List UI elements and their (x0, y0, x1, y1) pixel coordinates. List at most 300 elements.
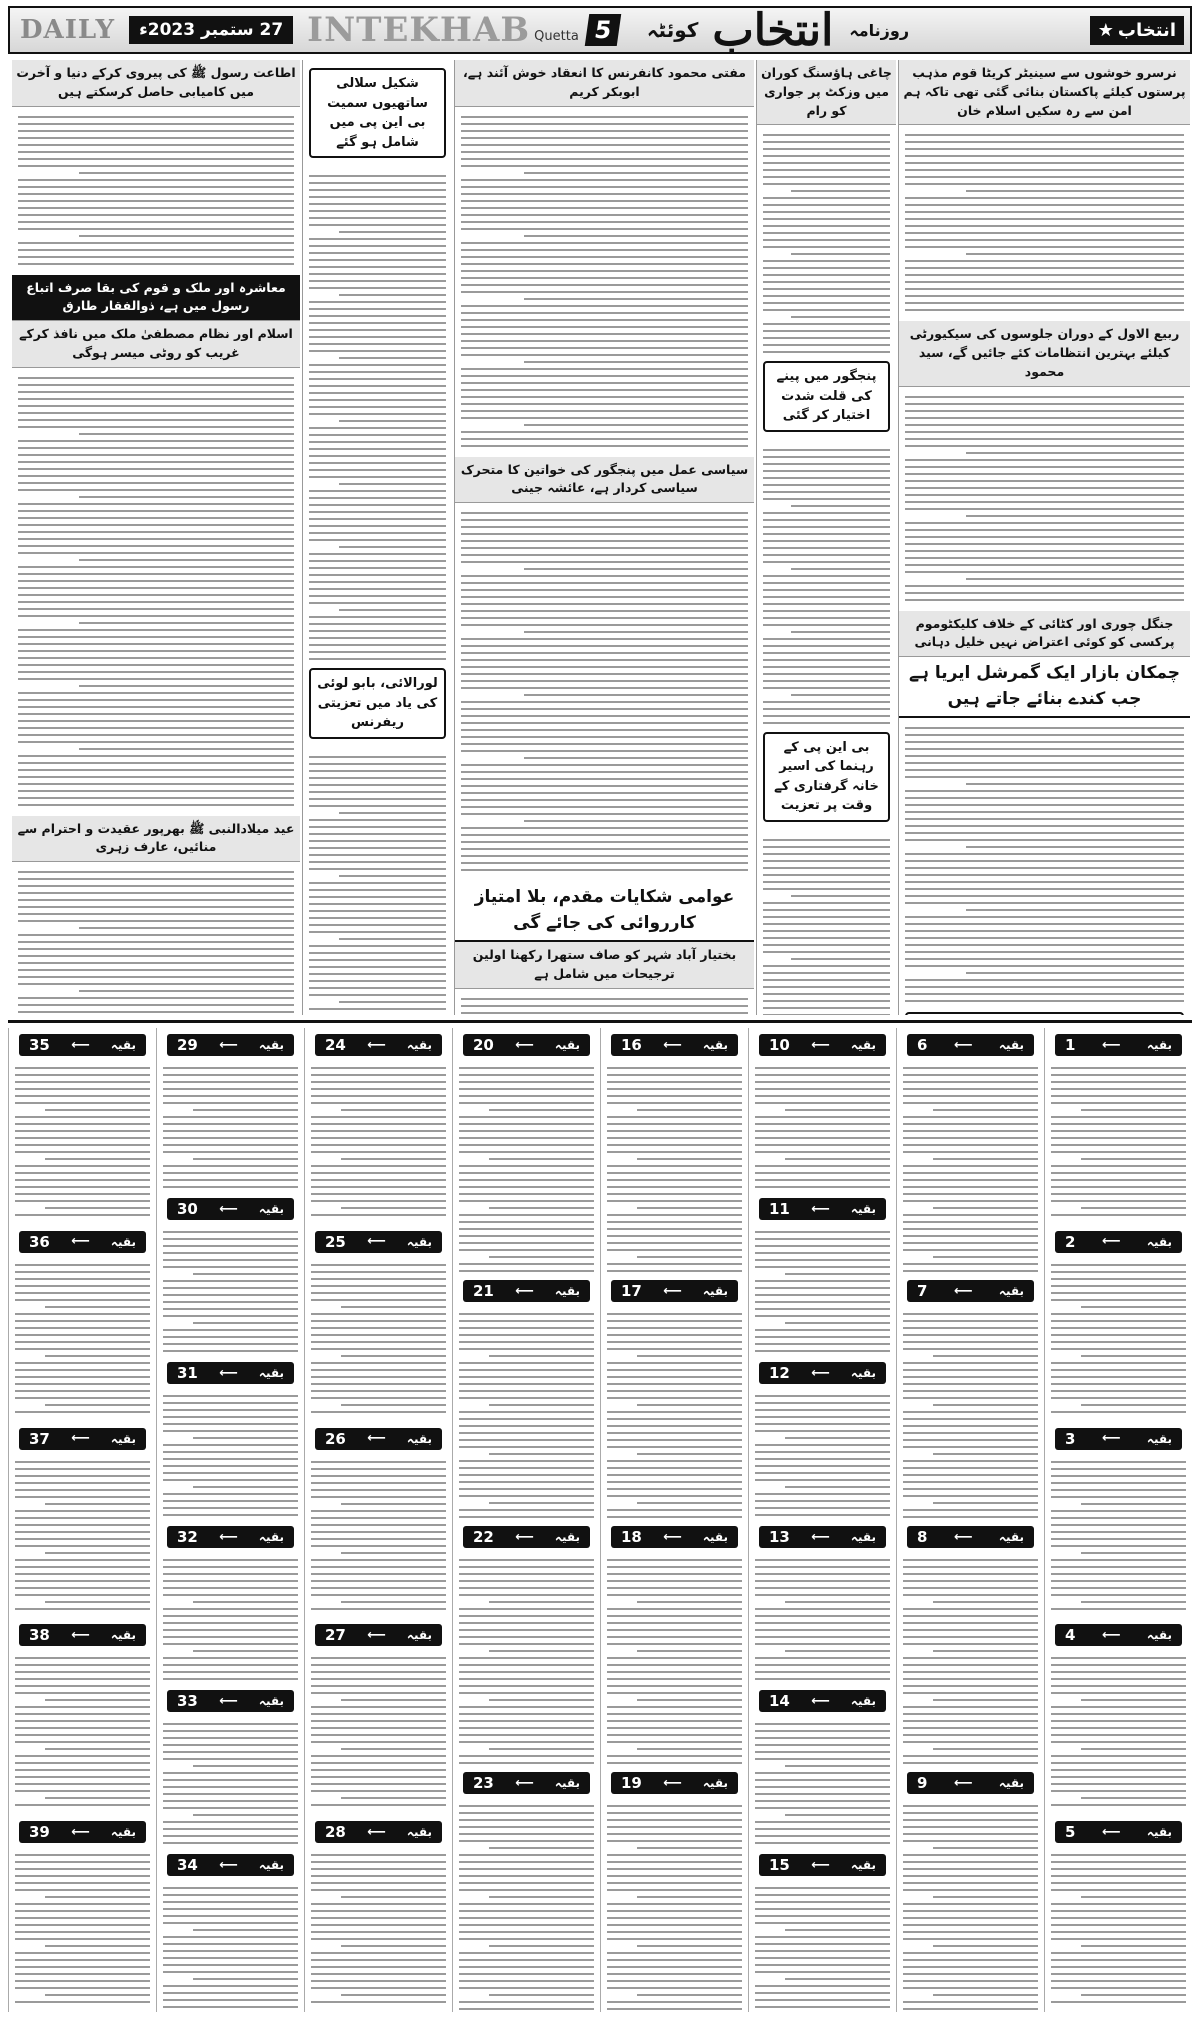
text-line (461, 806, 748, 808)
text-line (1051, 1769, 1186, 1771)
text-line (755, 1800, 890, 1802)
text-line (755, 1402, 890, 1404)
text-line (607, 1123, 742, 1125)
text-line (459, 1116, 594, 1118)
text-line (311, 1755, 446, 1757)
text-line (637, 1748, 742, 1750)
text-line (79, 685, 294, 687)
text-line (933, 1256, 1038, 1258)
text-line (163, 1088, 298, 1090)
continuation-number: 7 (917, 1282, 928, 1300)
text-line (309, 413, 446, 415)
text-line (311, 1341, 446, 1343)
arrow-left-icon: ⟵ (71, 1037, 90, 1053)
text-line (763, 680, 890, 682)
text-line (15, 1278, 150, 1280)
text-line (1081, 1699, 1186, 1701)
continuation-column (1044, 1028, 1192, 2012)
text-line (459, 1474, 594, 1476)
text-line (459, 1973, 594, 1975)
text-line (459, 1334, 594, 1336)
text-line (15, 1088, 150, 1090)
text-line (1051, 1727, 1186, 1729)
text-line (163, 1081, 298, 1083)
text-line (461, 799, 748, 801)
text-line (1051, 1088, 1186, 1090)
text-line (311, 1671, 446, 1673)
text-line (79, 559, 294, 561)
text-line (309, 525, 446, 527)
arrow-left-icon: ⟵ (367, 1824, 386, 1840)
text-line (461, 855, 748, 857)
text-line (903, 1741, 1038, 1743)
continuation-body (903, 1062, 1038, 1277)
continuation-number: 20 (473, 1036, 494, 1054)
text-line (459, 1580, 594, 1582)
text-line (309, 301, 446, 303)
text-line (309, 861, 446, 863)
article-body (12, 862, 300, 1015)
text-line (15, 1383, 150, 1385)
text-line (461, 680, 748, 682)
text-line (309, 189, 446, 191)
text-line (1051, 1910, 1186, 1912)
text-line (15, 1186, 150, 1188)
text-line (311, 1517, 446, 1519)
text-line (755, 1842, 890, 1844)
text-line (1051, 1854, 1186, 1856)
text-line (15, 1790, 150, 1792)
text-line (755, 1238, 890, 1240)
text-line (341, 1797, 446, 1799)
text-line (607, 1320, 742, 1322)
text-line (905, 839, 1184, 841)
text-line (461, 396, 748, 398)
text-line (15, 1987, 150, 1989)
text-line (755, 1252, 890, 1254)
text-line (309, 903, 446, 905)
text-line (905, 599, 1184, 601)
text-line (461, 207, 748, 209)
text-line (1051, 1959, 1186, 1961)
text-line (309, 448, 446, 450)
text-line (341, 1503, 446, 1505)
text-line (1051, 1538, 1186, 1540)
text-line (785, 1158, 890, 1160)
text-line (15, 1720, 150, 1722)
text-line (905, 776, 1184, 778)
story (455, 60, 754, 447)
text-line (163, 1664, 298, 1666)
text-line (459, 1608, 594, 1610)
text-line (905, 529, 1184, 531)
text-line (607, 1214, 742, 1216)
text-line (755, 1336, 890, 1338)
text-line (311, 1608, 446, 1610)
text-line (459, 1095, 594, 1097)
text-line (607, 1868, 742, 1870)
text-line (607, 1341, 742, 1343)
text-line (461, 827, 748, 829)
column-5 (12, 60, 300, 1015)
text-line (309, 973, 446, 975)
text-line (1051, 1411, 1186, 1413)
text-line (341, 1306, 446, 1308)
text-line (309, 378, 446, 380)
text-line (459, 1439, 594, 1441)
continuation-label: بقیہ (850, 1202, 876, 1216)
text-line (637, 1847, 742, 1849)
text-line (341, 1601, 446, 1603)
text-line (311, 1882, 446, 1884)
text-line (791, 190, 890, 192)
text-line (1051, 1475, 1186, 1477)
text-line (903, 1924, 1038, 1926)
continuation-body (1051, 1652, 1186, 1811)
text-line (903, 1657, 1038, 1659)
text-line (309, 406, 446, 408)
text-line (905, 459, 1184, 461)
text-line (18, 186, 294, 188)
text-line (311, 1137, 446, 1139)
text-line (461, 151, 748, 153)
arrow-left-icon: ⟵ (811, 1693, 830, 1709)
text-line (311, 1861, 446, 1863)
text-line (163, 1123, 298, 1125)
text-line (18, 123, 294, 125)
text-line (1051, 1524, 1186, 1526)
text-line (163, 1336, 298, 1338)
headline: چاغی ہاؤسنگ کوران میں وزکٹ پر جواری کو رام (757, 60, 896, 125)
article-body (757, 440, 896, 724)
continuation-body (163, 1718, 298, 1849)
text-line (903, 1980, 1038, 1982)
text-line (461, 589, 748, 591)
text-line (45, 1748, 150, 1750)
text-line (309, 315, 446, 317)
arrow-left-icon: ⟵ (515, 1775, 534, 1791)
text-line (1081, 1109, 1186, 1111)
text-line (18, 538, 294, 540)
text-line (459, 1840, 594, 1842)
text-line (607, 1973, 742, 1975)
continuation-marker (907, 1772, 1034, 1794)
text-line (309, 490, 446, 492)
text-line (461, 186, 748, 188)
text-line (15, 1376, 150, 1378)
text-line (459, 1509, 594, 1511)
headline: عوامی شکایات مقدم، بلا امتیاز کارروائی کی جائے گی (455, 881, 754, 942)
text-line (755, 1259, 890, 1261)
text-line (905, 818, 1184, 820)
text-line (637, 1207, 742, 1209)
text-line (163, 1828, 298, 1830)
text-line (163, 1615, 298, 1617)
text-line (311, 1931, 446, 1933)
text-line (524, 424, 748, 426)
text-line (311, 1559, 446, 1561)
text-line (1051, 1762, 1186, 1764)
text-line (459, 1720, 594, 1722)
continuation-number: 30 (177, 1200, 198, 1218)
story (455, 457, 754, 872)
masthead (8, 6, 1192, 54)
text-line (461, 701, 748, 703)
text-line (903, 1263, 1038, 1265)
text-line (309, 392, 446, 394)
text-line (1051, 1383, 1186, 1385)
text-line (903, 1805, 1038, 1807)
text-line (311, 1713, 446, 1715)
text-line (791, 568, 890, 570)
continuation-marker (315, 1821, 442, 1843)
text-line (763, 596, 890, 598)
continuation-body (903, 1554, 1038, 1769)
text-line (15, 1952, 150, 1954)
continuation-number: 2 (1065, 1232, 1076, 1251)
text-line (607, 1755, 742, 1757)
text-line (1051, 1531, 1186, 1533)
text-line (905, 536, 1184, 538)
text-line (193, 1601, 298, 1603)
text-line (903, 1390, 1038, 1392)
text-line (45, 1699, 150, 1701)
continuation-marker (1055, 1428, 1182, 1450)
text-line (1051, 1292, 1186, 1294)
text-line (309, 791, 446, 793)
text-line (763, 162, 890, 164)
arrow-left-icon: ⟵ (953, 1037, 973, 1053)
text-line (607, 1741, 742, 1743)
text-line (163, 1901, 298, 1903)
text-line (607, 1727, 742, 1729)
continuation-body (607, 1554, 742, 1769)
text-line (461, 708, 748, 710)
text-line (785, 1978, 890, 1980)
continuation-marker (19, 1231, 146, 1253)
arrow-left-icon: ⟵ (367, 1431, 386, 1447)
text-line (1051, 1882, 1186, 1884)
text-line (1081, 1601, 1186, 1603)
continuation-marker (19, 1821, 146, 1843)
text-line (1051, 1130, 1186, 1132)
text-line (311, 1783, 446, 1785)
text-line (905, 762, 1184, 764)
text-line (903, 1116, 1038, 1118)
text-line (755, 1074, 890, 1076)
text-line (18, 545, 294, 547)
text-line (763, 659, 890, 661)
text-line (607, 1812, 742, 1814)
text-line (309, 917, 446, 919)
text-line (903, 1467, 1038, 1469)
text-line (18, 983, 294, 985)
text-line (18, 510, 294, 512)
text-line (607, 1327, 742, 1329)
text-line (607, 1713, 742, 1715)
text-line (763, 302, 890, 304)
text-line (903, 1840, 1038, 1842)
text-line (905, 288, 1184, 290)
text-line (763, 197, 890, 199)
text-line (311, 1538, 446, 1540)
continuation-label: بقیہ (406, 1825, 432, 1840)
continuation-label: بقیہ (554, 1038, 580, 1052)
continuation-label: بقیہ (110, 1038, 136, 1052)
text-line (461, 645, 748, 647)
text-line (763, 218, 890, 220)
text-line (791, 505, 890, 507)
text-line (1081, 1552, 1186, 1554)
text-line (18, 405, 294, 407)
text-line (755, 1723, 890, 1725)
text-line (309, 518, 446, 520)
text-line (966, 783, 1184, 785)
text-line (341, 1207, 446, 1209)
continuation-body (607, 1308, 742, 1523)
text-line (309, 623, 446, 625)
continuation-number: 28 (325, 1823, 346, 1842)
text-line (637, 1601, 742, 1603)
text-line (763, 867, 890, 869)
text-line (163, 1723, 298, 1725)
continuation-body (1051, 1456, 1186, 1615)
text-line (905, 508, 1184, 510)
text-line (461, 242, 748, 244)
text-line (903, 1488, 1038, 1490)
continuation-label: بقیہ (110, 1628, 136, 1643)
text-line (903, 1425, 1038, 1427)
text-line (15, 1903, 150, 1905)
continuation-label: بقیہ (406, 1431, 432, 1446)
story (899, 60, 1190, 311)
text-line (461, 137, 748, 139)
text-line (755, 1179, 890, 1181)
text-line (755, 1615, 890, 1617)
text-line (309, 1008, 446, 1010)
text-line (489, 1256, 594, 1258)
text-line (163, 1678, 298, 1680)
boxed-headline: بی این پی کے رہنما کی اسیر خانہ گرفتاری کے وقت پر تعزیت (763, 732, 890, 822)
text-line (163, 1671, 298, 1673)
text-line (903, 1221, 1038, 1223)
text-line (607, 1144, 742, 1146)
text-line (607, 1671, 742, 1673)
continuation-number: 12 (769, 1364, 790, 1382)
text-line (524, 298, 748, 300)
continuation-label: بقیہ (702, 1038, 728, 1052)
continuation-number: 38 (29, 1626, 50, 1645)
text-line (755, 1985, 890, 1987)
text-line (607, 1334, 742, 1336)
text-line (309, 602, 446, 604)
text-line (459, 1214, 594, 1216)
text-line (15, 1608, 150, 1610)
continuation-marker (315, 1231, 442, 1253)
text-line (15, 1517, 150, 1519)
text-line (18, 580, 294, 582)
continuation-marker (759, 1198, 886, 1220)
text-line (311, 1130, 446, 1132)
arrow-left-icon: ⟵ (1101, 1431, 1121, 1447)
continuation-number: 29 (177, 1036, 198, 1054)
continuation-marker (315, 1034, 442, 1056)
text-line (18, 941, 294, 943)
text-line (461, 375, 748, 377)
text-line (15, 1559, 150, 1561)
text-line (461, 659, 748, 661)
text-line (1051, 1608, 1186, 1610)
text-line (1051, 1151, 1186, 1153)
column-2 (756, 60, 896, 1015)
text-line (903, 1376, 1038, 1378)
arrow-left-icon: ⟵ (1101, 1037, 1121, 1053)
continuation-marker (167, 1034, 294, 1056)
article-body (899, 387, 1190, 601)
text-line (755, 1137, 890, 1139)
text-line (309, 553, 446, 555)
text-line (763, 463, 890, 465)
text-line (15, 1762, 150, 1764)
text-line (903, 1762, 1038, 1764)
continuation-body (903, 1308, 1038, 1523)
text-line (1051, 1369, 1186, 1371)
arrow-left-icon: ⟵ (811, 1529, 830, 1545)
text-line (309, 826, 446, 828)
text-line (637, 1699, 742, 1701)
arrow-left-icon: ⟵ (219, 1037, 238, 1053)
text-line (755, 1294, 890, 1296)
continuation-number: 35 (29, 1036, 50, 1054)
text-line (163, 1950, 298, 1952)
text-line (461, 438, 748, 440)
text-line (791, 958, 890, 960)
text-line (637, 1994, 742, 1996)
text-line (755, 1308, 890, 1310)
text-line (18, 885, 294, 887)
text-line (339, 875, 446, 877)
continuation-number: 26 (325, 1429, 346, 1448)
text-line (18, 412, 294, 414)
text-line (311, 1987, 446, 1989)
text-line (461, 158, 748, 160)
text-line (15, 1573, 150, 1575)
text-line (309, 595, 446, 597)
text-line (791, 316, 890, 318)
text-line (163, 1629, 298, 1631)
text-line (15, 1348, 150, 1350)
text-line (755, 1678, 890, 1680)
text-line (18, 207, 294, 209)
text-line (755, 1102, 890, 1104)
continuation-column (156, 1028, 304, 2012)
text-line (15, 1067, 150, 1069)
headline: مفتی محمود کانفرنس کا انعقاد خوش آئند ہے، ابوبکر کریم (455, 60, 754, 107)
text-line (163, 1751, 298, 1753)
text-line (459, 1826, 594, 1828)
text-line (459, 1622, 594, 1624)
text-line (1051, 1348, 1186, 1350)
text-line (1051, 1172, 1186, 1174)
text-line (607, 1608, 742, 1610)
text-line (1051, 1278, 1186, 1280)
text-line (18, 144, 294, 146)
continuation-column (304, 1028, 452, 2012)
text-line (311, 1067, 446, 1069)
text-line (763, 456, 890, 458)
text-line (461, 722, 748, 724)
text-line (905, 246, 1184, 248)
